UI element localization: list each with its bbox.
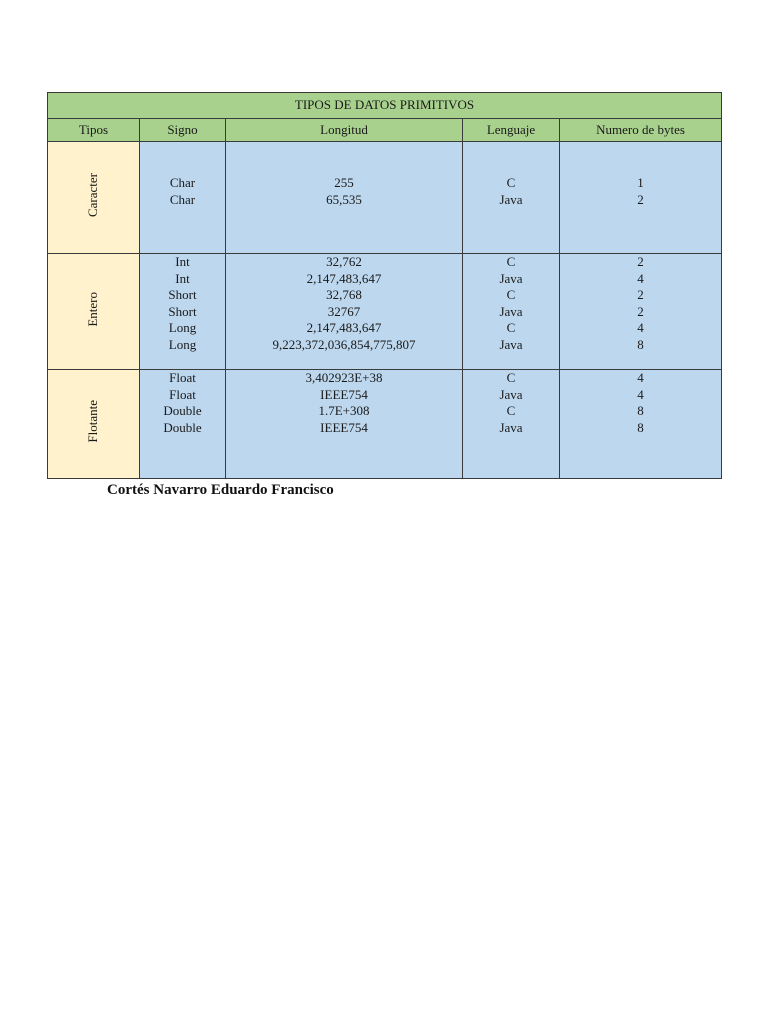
bytes-value: 8 [637, 419, 644, 435]
lenguaje-value: Java [499, 270, 523, 286]
signo-value: Short [168, 303, 197, 319]
header-signo: Signo [140, 119, 226, 142]
bytes-value: 4 [637, 386, 644, 402]
author-name: Cortés Navarro Eduardo Francisco [107, 482, 334, 498]
table-header-row [48, 119, 722, 142]
group-label-caracter: Caracter [85, 173, 101, 218]
header-lenguaje: Lenguaje [463, 119, 560, 142]
table-row-flotante [48, 370, 722, 479]
signo-cell [140, 142, 226, 254]
bytes-cell [560, 370, 722, 479]
bytes-cell [560, 254, 722, 370]
lenguaje-value: C [506, 175, 516, 190]
longitud-value: 2,147,483,647 [306, 320, 382, 335]
header-longitud: Longitud [226, 119, 463, 142]
bytes-value: 8 [637, 336, 644, 352]
signo-value: Double [163, 419, 202, 435]
bytes-value: 1 [637, 175, 644, 190]
signo-value: Char [169, 175, 196, 190]
lenguaje-value: Java [499, 336, 523, 352]
longitud-value: 1.7E+308 [318, 403, 370, 418]
signo-value: Float [169, 386, 196, 402]
longitud-value: 3,402923E+38 [305, 370, 383, 385]
longitud-value: 32,768 [326, 287, 362, 302]
signo-value: Long [168, 336, 197, 352]
group-label-cell [48, 254, 140, 370]
lenguaje-cell [463, 254, 560, 370]
table-title: TIPOS DE DATOS PRIMITIVOS [48, 93, 722, 119]
longitud-value: IEEE754 [320, 419, 368, 435]
lenguaje-value: Java [499, 303, 523, 319]
signo-value: Float [169, 370, 196, 385]
lenguaje-value: C [506, 370, 516, 385]
bytes-value: 2 [637, 303, 644, 319]
bytes-value: 2 [637, 254, 644, 269]
group-label-cell [48, 370, 140, 479]
signo-value: Char [169, 191, 196, 207]
signo-value: Short [168, 287, 197, 302]
lenguaje-value: C [506, 287, 516, 302]
lenguaje-cell [463, 370, 560, 479]
group-label-entero: Entero [85, 291, 101, 327]
longitud-value: 9,223,372,036,854,775,807 [272, 336, 416, 352]
longitud-value: 32,762 [326, 254, 362, 269]
table-row-entero [48, 254, 722, 370]
longitud-value: 32767 [327, 303, 361, 319]
lenguaje-value: C [506, 254, 516, 269]
longitud-value: 65,535 [326, 191, 362, 207]
group-label-cell [48, 142, 140, 254]
header-numero-de-bytes: Numero de bytes [560, 119, 722, 142]
signo-cell [140, 254, 226, 370]
signo-cell [140, 370, 226, 479]
bytes-value: 2 [637, 287, 644, 302]
lenguaje-cell [463, 142, 560, 254]
signo-value: Double [163, 403, 202, 418]
table-row-caracter [48, 142, 722, 254]
bytes-value: 4 [637, 320, 644, 335]
bytes-value: 8 [637, 403, 644, 418]
lenguaje-value: Java [499, 419, 523, 435]
longitud-cell [226, 254, 463, 370]
longitud-value: 2,147,483,647 [306, 270, 382, 286]
primitive-types-table [47, 92, 722, 479]
group-label-flotante: Flotante [85, 400, 101, 444]
bytes-value: 2 [637, 191, 644, 207]
signo-value: Int [175, 270, 190, 286]
signo-value: Long [168, 320, 197, 335]
longitud-value: 255 [334, 175, 354, 190]
longitud-cell [226, 142, 463, 254]
bytes-cell [560, 142, 722, 254]
longitud-value: IEEE754 [320, 386, 368, 402]
table-title-row [48, 93, 722, 119]
bytes-value: 4 [637, 270, 644, 286]
signo-value: Int [175, 254, 190, 269]
lenguaje-value: C [506, 320, 516, 335]
lenguaje-value: Java [499, 191, 523, 207]
longitud-cell [226, 370, 463, 479]
lenguaje-value: Java [499, 386, 523, 402]
lenguaje-value: C [506, 403, 516, 418]
bytes-value: 4 [637, 370, 644, 385]
header-tipos: Tipos [48, 119, 140, 142]
